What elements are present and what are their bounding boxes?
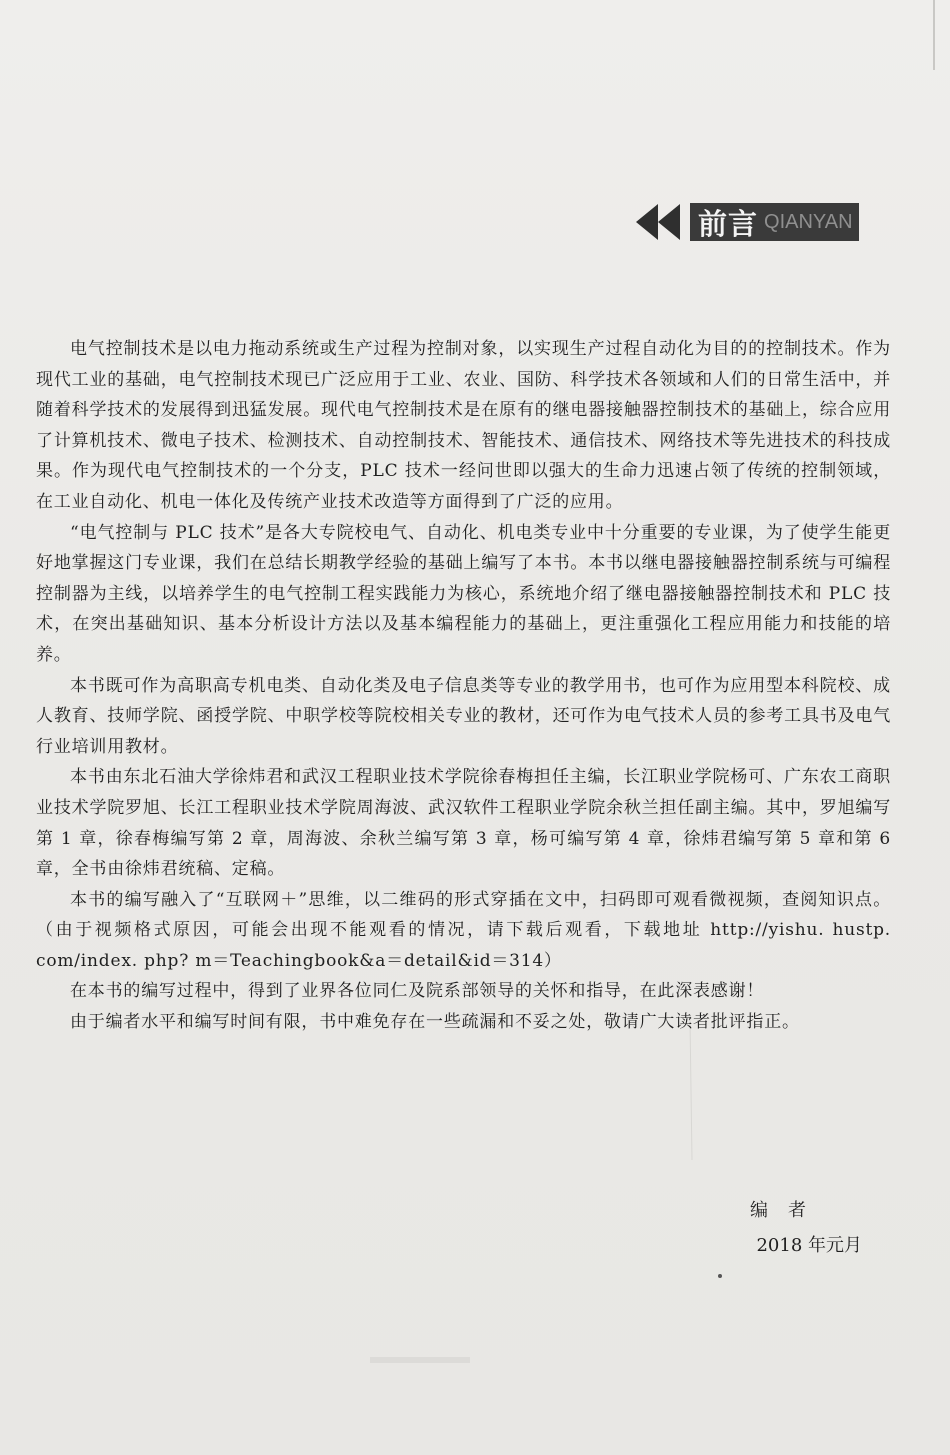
section-header: [636, 200, 859, 244]
speck: [718, 1274, 722, 1278]
paragraph: 本书既可作为高职高专机电类、自动化类及电子信息类等专业的教学用书，也可作为应用型本科院校、成人教育、技师学院、函授学院、中职学校等院校相关专业的教材，还可作为电气技术人员的参考工具书及电气行业培训用教材。: [36, 675, 891, 757]
paragraph: 电气控制技术是以电力拖动系统或生产过程为控制对象，以实现生产过程自动化为目的的控制技术。作为现代工业的基础，电气控制技术现已广泛应用于工业、农业、国防、科学技术各领域和人们的日常生活中，并随着科学技术的发展得到迅猛发展。现代电气控制技术是在原有的继电器接触器控制技术的基础上，综合应用了计算机技术、微电子技术、检测技术、自动控制技术、智能技术、通信技术、网络技术等先进技术的科技成果。作为现代电气控制技术的一个分支，PLC 技术一经问世即以强大的生命力迅速占领了传统的控制领域，在工业自动化、机电一体化及传统产业技术改造等方面得到了广泛的应用。: [36, 339, 891, 512]
paragraph: 由于编者水平和编写时间有限，书中难免存在一些疏漏和不妥之处，敬请广大读者批评指正。: [70, 1012, 800, 1033]
header-title-en: QIANYAN: [764, 210, 853, 233]
editor-signature: 编者: [750, 1200, 826, 1221]
paragraph: “电气控制与 PLC 技术”是各大专院校电气、自动化、机电类专业中十分重要的专业课，为了使学生能更好地掌握这门专业课，我们在总结长期教学经验的基础上编写了本书。本书以继电器接触器控制系统与可编程控制器为主线，以培养学生的电气控制工程实践能力为核心，系统地介绍了继电器接触器控制技术和 PLC 技术，在突出基础知识、基本分析设计方法以及基本编程能力的基础上，更注重强化工程应用能力和技能的培养。: [36, 522, 891, 665]
header-badge: [690, 203, 859, 241]
paragraph: 在本书的编写过程中，得到了业界各位同仁及院系部领导的关怀和指导，在此深表感谢！: [70, 981, 765, 1002]
signoff: [690, 1193, 870, 1263]
bleed-line: [690, 1020, 692, 1160]
double-arrow-icon: [636, 200, 686, 244]
header-title-cn: 前言: [698, 206, 759, 241]
paragraph: 本书的编写融入了“互联网＋”思维，以二维码的形式穿插在文中，扫码即可观看微视频，查阅知识点。（由于视频格式原因，可能会出现不能观看的情况，请下载后观看，下载地址 http://yishu. hustp. com/index. php? m＝Teachingbook&a＝detail&id＝314）: [36, 889, 891, 971]
preface-body: [36, 334, 891, 1038]
signoff-date: 2018 年元月: [756, 1235, 862, 1256]
paragraph: 本书由东北石油大学徐炜君和武汉工程职业技术学院徐春梅担任主编，长江职业学院杨可、广东农工商职业技术学院罗旭、长江工程职业技术学院周海波、武汉软件工程职业学院余秋兰担任副主编。其中，罗旭编写第 1 章，徐春梅编写第 2 章，周海波、余秋兰编写第 3 章，杨可编写第 4 章，徐炜君编写第 5 章和第 6 章，全书由徐炜君统稿、定稿。: [36, 767, 891, 880]
